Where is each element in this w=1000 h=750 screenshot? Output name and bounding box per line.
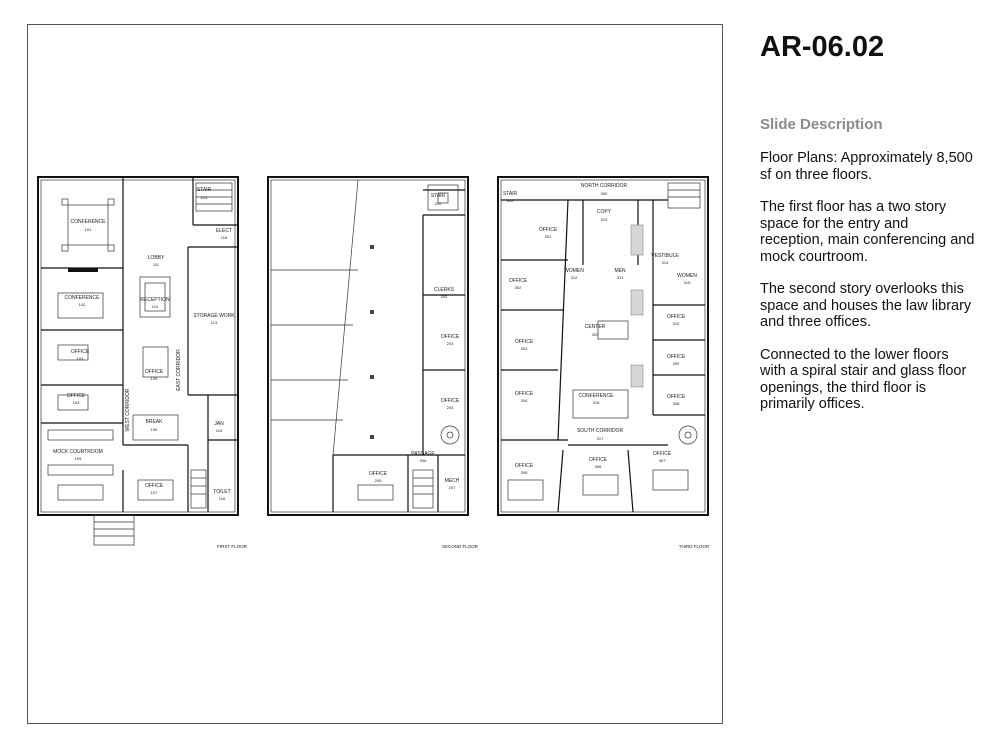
spiral-stair-second	[441, 426, 459, 444]
room-number: 305	[520, 470, 528, 475]
room-number: 315	[683, 280, 691, 285]
slide-title: AR-06.02	[760, 31, 885, 63]
entry-steps	[94, 515, 134, 545]
room-number: 105	[74, 456, 82, 461]
room-label: SOUTH CORRIDOR	[576, 428, 624, 434]
room-label: OFFICE	[144, 483, 164, 489]
room-number: 207	[448, 485, 456, 490]
room-number: 113	[210, 320, 218, 325]
room-label: OFFICE	[666, 354, 686, 360]
spiral-stair-third	[679, 426, 697, 444]
room-label: JAN	[214, 421, 224, 427]
room-number: 307	[658, 458, 666, 463]
room-number: 314	[661, 260, 669, 265]
room-label: OFFICE	[144, 369, 164, 375]
room-label: OFFICE	[666, 314, 686, 320]
room-number: 204	[446, 405, 454, 410]
room-label: OFFICE	[538, 227, 558, 233]
room-label: WOMEN	[564, 268, 584, 274]
room-label: CONFERENCE	[578, 393, 614, 399]
office-205-desk	[358, 485, 393, 500]
second-floor-plan	[268, 177, 479, 549]
plan-caption: THIRD FLOOR	[678, 544, 710, 549]
stair-south-second	[413, 470, 433, 508]
room-number: 320	[591, 332, 599, 337]
room-number: 312	[570, 275, 578, 280]
columns	[370, 245, 374, 439]
room-number: 118	[220, 235, 228, 240]
description-body	[760, 150, 975, 429]
room-label: STORAGE WORK	[193, 313, 235, 319]
first-floor-inner-wall-line	[41, 180, 235, 512]
stair-south-first	[191, 470, 206, 508]
library-bay-lines	[271, 180, 358, 455]
room-label: OFFICE	[440, 334, 460, 340]
description-paragraph: Connected to the lower floors with a spiral stair and glass floor openings, the third floor is primarily offices.	[760, 346, 967, 412]
room-label: OFFICE	[66, 393, 86, 399]
room-number: 116	[218, 496, 226, 501]
room-number: 311	[616, 275, 624, 280]
room-label: VESTIBULE	[651, 253, 679, 259]
first-floor-plan	[38, 177, 248, 549]
room-label: CENTER	[584, 324, 606, 330]
second-floor-inner-wall-line	[271, 180, 465, 512]
room-label: OFFICE	[368, 471, 388, 477]
room-label: EAST CORRIDOR	[176, 349, 182, 391]
room-number: 120	[200, 195, 208, 200]
description-heading: Slide Description	[760, 116, 883, 133]
third-floor-plan	[498, 177, 710, 549]
room-number: 110	[151, 304, 159, 309]
description-paragraph: Floor Plans: Approximately 8,500 sf on three floors.	[760, 150, 973, 183]
office-305-desk	[508, 480, 543, 500]
room-label: MOCK COURTROOM	[53, 449, 103, 455]
room-label: OFFICE	[508, 278, 528, 284]
room-number: 104	[72, 400, 80, 405]
room-number: 309	[672, 361, 680, 366]
room-number: 202	[440, 294, 448, 299]
room-number: 102	[78, 302, 86, 307]
room-number: 206	[419, 458, 427, 463]
room-number: 301	[544, 234, 552, 239]
room-label: OFFICE	[514, 339, 534, 345]
room-number: 115	[215, 428, 223, 433]
room-label: STAIR	[196, 187, 212, 193]
room-label: RECEPTION	[140, 297, 170, 303]
room-number: 302	[514, 285, 522, 290]
room-label: STAIR	[430, 193, 446, 199]
room-number: 313	[600, 217, 608, 222]
plan-sheet	[27, 24, 723, 724]
room-label: OFFICE	[588, 457, 608, 463]
room-label: OFFICE	[652, 451, 672, 457]
room-label: ELECT	[215, 228, 233, 234]
room-label: OFFICE	[70, 349, 90, 355]
plan-caption: SECOND FLOOR	[441, 544, 479, 549]
room-number: 308	[672, 401, 680, 406]
room-number: 304	[520, 398, 528, 403]
room-label: OFFICE	[440, 398, 460, 404]
room-number: 106	[150, 427, 158, 432]
room-label: BREAK	[145, 419, 163, 425]
plan-caption: FIRST FLOOR	[217, 544, 247, 549]
stair-320	[668, 183, 700, 208]
description-paragraph: The first floor has a two story space for the entry and reception, main conferencing and mock courtroom.	[760, 199, 975, 265]
room-number: 103	[76, 356, 84, 361]
room-label: OFFICE	[666, 394, 686, 400]
room-label: WOMEN	[677, 273, 697, 279]
room-label: MECH	[444, 478, 460, 484]
room-number: 107	[150, 490, 158, 495]
room-label: NORTH CORRIDOR	[580, 183, 628, 189]
room-number: 300	[600, 191, 608, 196]
room-label: WEST CORRIDOR	[125, 388, 131, 432]
room-label: LOBBY	[147, 255, 165, 261]
room-label: CLERKS	[433, 287, 455, 293]
first-floor-interior-walls	[41, 177, 238, 512]
room-label: STAIR	[502, 191, 518, 197]
room-number: 220	[434, 201, 442, 206]
room-number: 320	[506, 198, 514, 203]
room-number: 109	[150, 376, 158, 381]
room-number: 306	[594, 464, 602, 469]
room-number: 203	[446, 341, 454, 346]
conference-table-101	[62, 199, 114, 251]
room-label: COPY	[596, 209, 612, 215]
room-number: 317	[596, 436, 604, 441]
floor-plans-drawing	[28, 25, 724, 725]
room-label: CONFERENCE	[64, 295, 100, 301]
description-paragraph: The second story overlooks this space and houses the law library and three offices.	[760, 281, 972, 330]
room-number: 111	[152, 262, 160, 267]
glass-floor-openings	[631, 225, 643, 387]
mock-courtroom-benches	[48, 430, 113, 500]
room-label: TOILET	[213, 489, 231, 495]
display-wall	[68, 268, 98, 272]
office-306-desk	[583, 475, 618, 495]
room-number: 310	[672, 321, 680, 326]
room-number: 318	[592, 400, 600, 405]
room-label: MEN	[614, 268, 626, 274]
room-number: 205	[374, 478, 382, 483]
room-label: CONFERENCE	[70, 219, 106, 225]
room-number: 101	[84, 227, 92, 232]
room-label: OFFICE	[514, 391, 534, 397]
room-label: PASSAGE	[411, 451, 435, 457]
office-307-desk	[653, 470, 688, 490]
room-label: OFFICE	[514, 463, 534, 469]
room-number: 303	[520, 346, 528, 351]
